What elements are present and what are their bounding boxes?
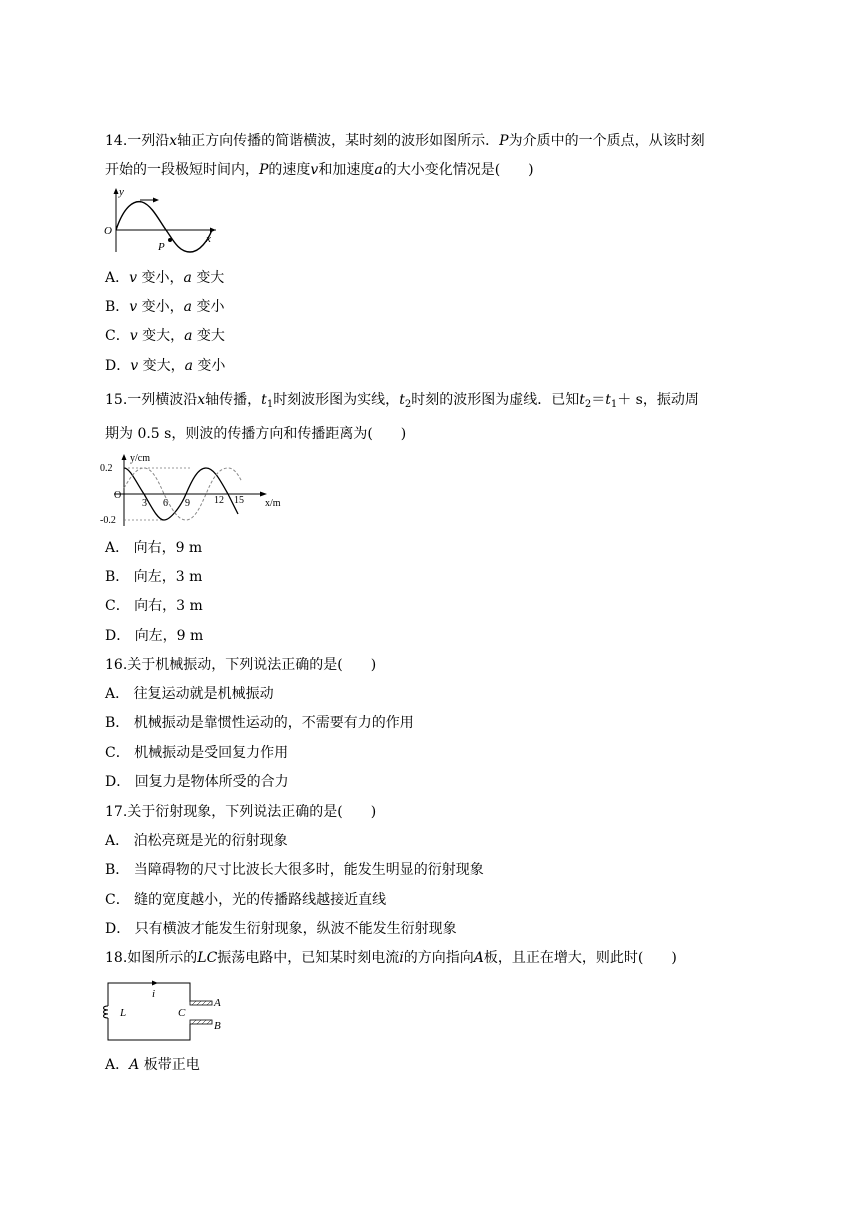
q18-var-a: A [473,950,484,966]
option-letter: C． [105,598,130,614]
q14-origin-label: O [104,225,112,237]
q15-x-tick-label: 15 [234,495,244,506]
q14-text: 开始的一段极短时间内， [105,162,259,178]
q15-y-tick-label: -0.2 [100,515,116,526]
q14-x-label: x [206,233,211,245]
q15-stem-line-1 [105,390,699,410]
option-var-v: v [129,270,138,286]
option-letter: A． [105,833,130,849]
q15-var-x: x [197,392,206,408]
q14-y-axis-arrow [114,188,119,194]
q16-option-b[interactable] [105,713,414,733]
option-text: 变小 [196,299,225,315]
option-text: 变小， [141,299,184,315]
q17-option-d[interactable] [105,919,457,939]
option-text: 往复运动就是机械振动 [133,686,274,702]
q18-stem [105,948,677,968]
q15-wave-figure [100,452,285,530]
option-var-v: v [130,358,139,374]
option-letter: A． [105,1057,130,1073]
q15-option-c[interactable] [105,596,203,616]
q15-subscript: 2 [584,399,592,410]
option-letter: A． [105,540,130,556]
q15-text: 时刻的波形图为虚线．已知 [411,392,580,408]
q18-text: 板，且正在增大，则此时( ) [483,950,677,966]
q14-wave-figure [104,186,224,256]
q18-i-label: i [152,988,156,1000]
q17-option-a[interactable] [105,831,288,851]
option-letter: D． [105,921,131,937]
option-text: 缝的宽度越小，光的传播路线越接近直线 [134,892,387,908]
option-text: 变大 [196,270,225,286]
q15-option-a[interactable] [105,538,202,558]
q18-lc-circuit-figure [100,976,230,1046]
option-var-a: a [184,328,193,344]
q16-option-d[interactable] [105,772,289,792]
q18-var-i: i [399,950,404,966]
option-letter: B． [105,299,130,315]
q15-option-d[interactable] [105,626,203,646]
option-text: 机械振动是靠惯性运动的，不需要有力的作用 [133,715,414,731]
q16-stem [105,655,376,675]
option-letter: B． [105,569,130,585]
option-letter: D． [105,358,131,374]
option-var-a: A [129,1057,140,1073]
q15-var-t: t [579,392,585,408]
option-text: 向右，9 m [133,540,203,556]
q18-circuit-wire-top [108,983,190,1006]
q15-text: 期为 0.5 s，则波的传播方向和传播距离为( ) [105,426,407,442]
q16-option-a[interactable] [105,684,274,704]
q15-text: 轴传播， [205,392,262,408]
q18-text: 的方向指向 [403,950,474,966]
q18-b-label: B [214,1020,221,1032]
q14-text: 的速度 [268,162,311,178]
q16-text: 16.关于机械振动，下列说法正确的是( ) [105,657,377,673]
q15-y-label: y/cm [130,453,150,464]
q15-subscript: 1 [266,399,274,410]
option-letter: C． [105,328,130,344]
q18-option-a[interactable] [105,1055,200,1075]
q14-text: 的大小变化情况是( ) [382,162,534,178]
q18-l-label: L [120,1007,127,1019]
q14-direction-arrow-head [153,198,159,203]
q14-text: 轴正方向传播的简谐横波，某时刻的波形如图所示． [177,133,500,149]
option-letter: A． [105,270,130,286]
option-var-a: a [183,299,193,315]
q15-x-tick-label: 9 [185,498,190,509]
q17-option-c[interactable] [105,890,386,910]
option-letter: B． [105,715,130,731]
q18-c-label: C [178,1007,186,1019]
option-text: 泊松亮斑是光的衍射现象 [133,833,288,849]
q14-var-p: P [259,162,269,178]
option-text: 只有横波才能发生衍射现象，纵波不能发生衍射现象 [134,921,457,937]
option-letter: A． [105,686,130,702]
option-var-a: a [183,270,192,286]
q15-var-t: t [605,392,611,408]
q15-var-t: t [399,392,405,408]
q15-x-axis-arrow [260,492,267,497]
q17-text: 17.关于衍射现象，下列说法正确的是( ) [105,804,377,820]
q14-text: 和加速度 [318,162,375,178]
q14-option-c[interactable] [105,326,225,346]
q15-y-axis-arrow [122,454,127,460]
q15-option-b[interactable] [105,567,202,587]
option-text: 变大， [142,328,185,344]
q14-var-v: v [310,162,319,178]
q15-origin-label: O [114,490,122,501]
option-text: 机械振动是受回复力作用 [134,745,289,761]
q14-stem-line-2 [105,160,534,180]
q14-option-d[interactable] [105,356,225,376]
q18-current-arrow [152,981,158,986]
q15-stem-line-2 [105,424,406,444]
q15-x-tick-label: 6 [163,498,168,509]
q14-var-x: x [169,133,178,149]
q14-text: 为介质中的一个质点，从该时刻 [508,133,705,149]
option-letter: D． [105,774,131,790]
q15-x-tick-label: 12 [214,495,224,506]
q14-y-label: y [119,186,124,198]
option-text: 向右，3 m [134,598,203,614]
option-text: 变大， [142,358,185,374]
q16-option-c[interactable] [105,743,288,763]
q18-text: 振荡电路中，已知某时刻电流 [217,950,400,966]
option-text: 回复力是物体所受的合力 [134,774,289,790]
q15-text: 15.一列横波沿 [105,392,198,408]
option-text: 变小， [141,270,184,286]
q15-y-tick-label: 0.2 [100,463,113,474]
option-var-v: v [129,299,138,315]
q14-option-a[interactable] [105,268,224,288]
option-var-v: v [129,328,138,344]
q18-var-lc: LC [197,950,218,966]
q14-p-label: P [158,241,165,253]
q15-var-t: t [261,392,267,408]
q15-x-tick-label: 3 [142,498,147,509]
q15-x-label: x/m [265,498,281,509]
option-text: 变小 [197,358,226,374]
q18-circuit-wire-bottom [108,1018,190,1040]
option-var-a: a [184,358,193,374]
q18-inductor-coil [104,1006,109,1018]
option-text: 当障碍物的尺寸比波长大很多时，能发生明显的衍射现象 [133,862,484,878]
option-letter: C． [105,892,130,908]
q18-a-label: A [214,997,221,1009]
q17-option-b[interactable] [105,860,484,880]
option-letter: C． [105,745,130,761]
q15-text: 时刻波形图为实线， [273,392,400,408]
option-text: 向左，3 m [133,569,203,585]
q14-text: 14.一列沿 [105,133,170,149]
q14-stem-line-1 [105,131,705,151]
q15-subscript: 2 [404,399,412,410]
q14-point-p [168,238,172,242]
q14-option-b[interactable] [105,297,224,317]
q14-var-p: P [499,133,509,149]
option-letter: D． [105,628,131,644]
option-text: 向左，9 m [134,628,204,644]
option-text: 板带正电 [143,1057,200,1073]
q17-stem [105,802,376,822]
q15-subscript: 1 [610,399,618,410]
q18-text: 18.如图所示的 [105,950,198,966]
option-letter: B． [105,862,130,878]
q15-text: ＝ [591,392,606,408]
q15-text: ＋ s，振动周 [617,392,699,408]
option-text: 变大 [196,328,225,344]
q14-var-a: a [374,162,383,178]
